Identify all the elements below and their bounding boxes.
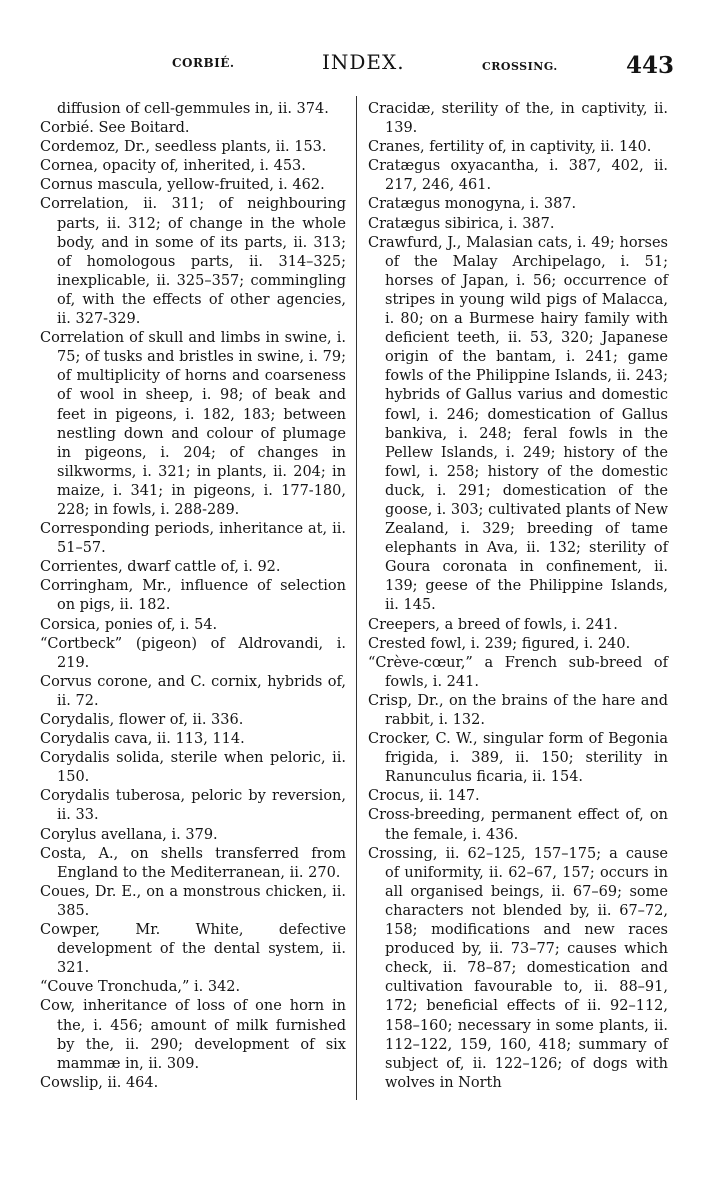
index-entry: Cracidæ, sterility of the, in captivity, ii. 139. <box>368 101 668 137</box>
left-column <box>40 100 346 1093</box>
index-entry: Crested fowl, i. 239; figured, i. 240. <box>368 635 631 652</box>
page-number: 443 <box>626 52 675 79</box>
index-entry: Crossing, ii. 62–125, 157–175; a cause of uniformity, ii. 62–67, 157; occurs in all organised beings, ii. 67–69; some characters not blended by, ii. 67–72, 158; modifications and new races produced by, ii. 73–77; causes which check, ii. 78–87; domestication and cultivation favourable to, ii. 88–91, 172; beneficial effects of ii. 92–112, 158–160; necessary in some plants, ii. 112–122, 159, 160, 418; summary of subject of, ii. 122–126; of dogs with wolves in North <box>368 845 668 1091</box>
header-right-word: CROSSING. <box>482 60 558 73</box>
index-entry: Cross-breeding, permanent effect of, on the female, i. 436. <box>368 807 668 843</box>
index-entry: Correlation of skull and limbs in swine, i. 75; of tusks and bristles in swine, i. 79; of multiplicity of horns and coarseness of wool in sheep, i. 98; of beak and feet in pigeons, i. 182, 183; between nestling down and colour of plumage in pigeons, i. 204; of changes in silkworms, i. 321; in plants, ii. 204; in maize, i. 341; in pigeons, i. 177-180, 228; in fowls, i. 288-289. <box>40 330 346 518</box>
index-entry: Corvus corone, and C. cornix, hybrids of, ii. 72. <box>40 673 346 709</box>
index-entry: Cratægus oxyacantha, i. 387, 402, ii. 217, 246, 461. <box>368 158 668 194</box>
header-title: INDEX. <box>322 50 405 74</box>
index-entry: “Couve Tronchuda,” i. 342. <box>40 979 241 996</box>
index-entry: Corydalis solida, sterile when peloric, ii. 150. <box>40 750 346 786</box>
index-entry: Corringham, Mr., influence of selection on pigs, ii. 182. <box>40 578 346 614</box>
index-entry: Corylus avellana, i. 379. <box>40 826 218 843</box>
index-entry: Corrientes, dwarf cattle of, i. 92. <box>40 559 281 576</box>
index-entry: Crocker, C. W., singular form of Begonia frigida, i. 389, ii. 150; sterility in Ranunculus ficaria, ii. 154. <box>368 731 668 786</box>
header-left-word: CORBIÉ. <box>172 56 235 70</box>
index-entry: Cowslip, ii. 464. <box>40 1074 159 1091</box>
index-entry: Cratægus sibirica, i. 387. <box>368 215 555 232</box>
index-entry: diffusion of cell-gemmules in, ii. 374. <box>57 101 329 117</box>
column-divider <box>356 96 357 1100</box>
index-entry: Corydalis tuberosa, peloric by reversion, ii. 33. <box>40 788 346 824</box>
running-header <box>0 48 705 88</box>
right-column <box>368 100 668 1093</box>
index-entry: Cowper, Mr. White, defective development of the dental system, ii. 321. <box>40 922 346 977</box>
index-entry: Creepers, a breed of fowls, i. 241. <box>368 616 618 633</box>
index-entry: Corydalis cava, ii. 113, 114. <box>40 731 245 748</box>
index-entry: Crocus, ii. 147. <box>368 788 480 805</box>
index-entry: Cornus mascula, yellow-fruited, i. 462. <box>40 177 325 194</box>
index-entry: Cornea, opacity of, inherited, i. 453. <box>40 158 306 175</box>
index-entry: “Crève-cœur,” a French sub-breed of fowls, i. 241. <box>368 654 668 690</box>
index-entry: “Cortbeck” (pigeon) of Aldrovandi, i. 219. <box>40 635 346 671</box>
index-entry: Cranes, fertility of, in captivity, ii. 140. <box>368 139 652 156</box>
index-entry: Cratægus monogyna, i. 387. <box>368 196 577 213</box>
index-entry: Corbié. See Boitard. <box>40 120 190 137</box>
index-entry: Correlation, ii. 311; of neighbouring parts, ii. 312; of change in the whole body, and in some of its parts, ii. 313; of homologous parts, ii. 314–325; inexplicable, ii. 325–357; commingling of, with the effects of other agencies, ii. 327-329. <box>40 196 346 328</box>
index-entry: Crawfurd, J., Malasian cats, i. 49; horses of the Malay Archipelago, i. 51; horses of Japan, i. 56; occurrence of stripes in young wild pigs of Malacca, i. 80; on a Burmese hairy family with deficient teeth, ii. 53, 320; Japanese origin of the bantam, i. 241; game fowls of the Philippine Islands, ii. 243; hybrids of Gallus varius and domestic fowl, i. 246; domestication of Gallus bankiva, i. 248; feral fowls in the Pellew Islands, i. 249; history of the fowl, i. 258; history of the domestic duck, i. 291; domestication of the goose, i. 303; cultivated plants of New Zealand, i. 329; breeding of tame elephants in Ava, ii. 132; sterility of Goura coronata in confinement, ii. 139; geese of the Philippine Islands, ii. 145. <box>368 234 668 614</box>
index-entry: Cow, inheritance of loss of one horn in the, i. 456; amount of milk furnished by the, ii. 290; development of six mammæ in, ii. 309. <box>40 998 346 1072</box>
index-entry: Coues, Dr. E., on a monstrous chicken, ii. 385. <box>40 883 346 919</box>
index-entry: Corydalis, flower of, ii. 336. <box>40 712 244 728</box>
index-entry: Cordemoz, Dr., seedless plants, ii. 153. <box>40 139 327 156</box>
index-entry: Corsica, ponies of, i. 54. <box>40 616 218 633</box>
index-entry: Costa, A., on shells transferred from England to the Mediterranean, ii. 270. <box>40 845 346 881</box>
index-entry: Corresponding periods, inheritance at, ii. 51–57. <box>40 521 346 557</box>
index-entry: Crisp, Dr., on the brains of the hare and rabbit, i. 132. <box>368 692 668 728</box>
